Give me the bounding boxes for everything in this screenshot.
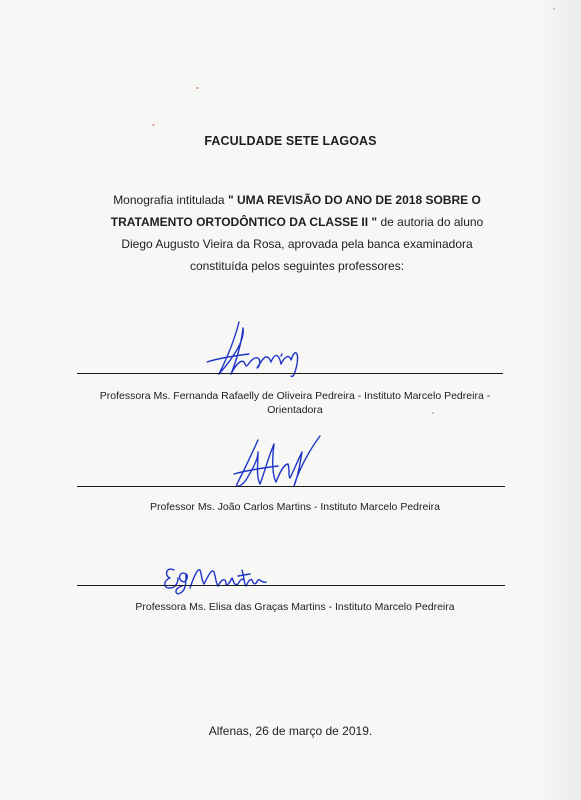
examiner-2-caption <box>60 500 530 514</box>
approval-statement <box>98 189 496 277</box>
signature-line-3 <box>77 585 505 586</box>
statement-suffix: de autoria do aluno Diego Augusto Vieira da Rosa, aprovada pela banca examinadora constituída pelos seguintes professores: <box>121 215 484 273</box>
examiner-1-role: Orientadora <box>267 404 323 416</box>
examiner-3-name: Professora Ms. Elisa das Graças Martins - Instituto Marcelo Pedreira <box>135 601 455 613</box>
place-date: Alfenas, 26 de março de 2019. <box>208 724 373 738</box>
examiner-2-name: Professor Ms. João Carlos Martins - Instituto Marcelo Pedreira <box>149 501 441 513</box>
examiner-1-caption <box>60 389 530 417</box>
scan-edge-shadow <box>541 0 581 800</box>
signature-line-2 <box>77 486 505 487</box>
signature-line-1 <box>77 373 503 374</box>
scan-speck <box>553 8 555 10</box>
institution-title: FACULDADE SETE LAGOAS <box>204 134 377 148</box>
scan-speck <box>152 124 155 126</box>
thesis-title: " UMA REVISÃO DO ANO DE 2018 SOBRE O TRATAMENTO ORTODÔNTICO DA CLASSE II " <box>110 193 481 229</box>
signature-egmartins <box>162 560 272 596</box>
scan-speck <box>196 87 199 89</box>
examiner-1-name: Professora Ms. Fernanda Rafaelly de Oliveira Pedreira - Instituto Marcelo Pedreira - <box>99 390 491 402</box>
signature-fpedreira <box>205 318 315 380</box>
statement-prefix: Monografia intitulada <box>113 193 228 207</box>
signature-jcmartins <box>228 430 328 494</box>
examiner-3-caption <box>60 600 530 614</box>
